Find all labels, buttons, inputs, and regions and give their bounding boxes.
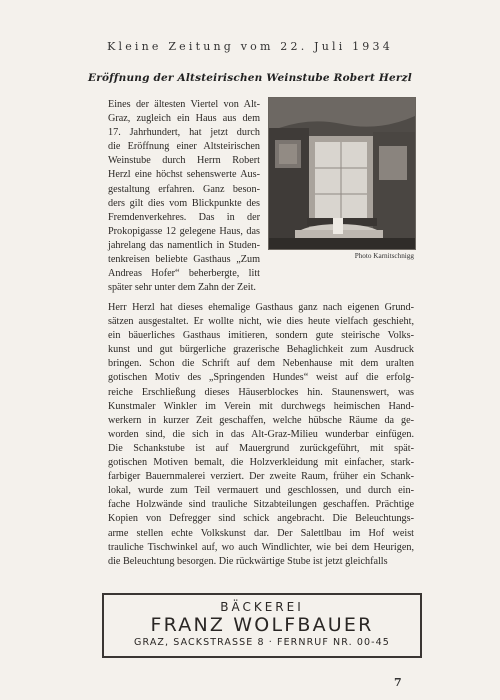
body-text-line: Kunstmaler Winkler im Verein mit durchwegs heimischen Hand- [108, 400, 414, 412]
body-text-line: lokal, wurde zum Teil vermauert und geschlossen, und durch ein- [108, 485, 414, 497]
intro-text-line: Herzl eine höchst sehenswerte Aus- [108, 169, 260, 181]
body-text-line: reiche Erschließung dieses Häuserblockes hin. Staunenswert, was [108, 386, 414, 398]
body-text-line: Kopien von Defregger sind schick angebracht. Die Beleuchtungs- [108, 513, 414, 525]
body-text-line: farbiger Bauernmalerei verziert. Der zweite Raum, früher ein Schank- [108, 471, 414, 483]
body-text-line: bringen. Schon die Schrift auf dem Nebenhause mit dem uralten [108, 358, 414, 370]
intro-text-line: tenkreisen beliebte Gasthaus „Zum [108, 254, 260, 266]
intro-text-line: ders gilt dies vom Blickpunkte des [108, 197, 260, 209]
intro-text-line: später sehr unter dem Zahn der Zeit. [108, 282, 256, 294]
article-body-column [108, 301, 414, 569]
photo-interior-illustration [269, 98, 415, 249]
article-intro-column [108, 98, 260, 295]
body-text-line: arme stellen echte Volkskunst dar. Der Salettlbau im Hof weist [108, 527, 414, 539]
body-text-line: fache Holzwände sind trauliche Sitzabteilungen geschaffen. Prächtige [108, 499, 414, 511]
intro-text-line: Fremdenverkehres. Das in der [108, 211, 260, 223]
ad-business-type: BÄCKEREI [220, 600, 304, 614]
body-text-line: gotischen Motiven bemalt, die Holzverkleidung mit einfacher, stark- [108, 457, 414, 469]
intro-text-line: Graz, zugleich ein Haus aus dem [108, 113, 260, 125]
body-text-line: worden sind, die sich in das Alt-Graz-Milieu wunderbar einfügen. [108, 428, 414, 440]
bakery-advertisement [102, 593, 422, 658]
body-text-line: Herr Herzl hat dieses ehemalige Gasthaus ganz nach eigenen Grund- [108, 302, 414, 313]
intro-text-line: gestaltung erfahren. Ganz beson- [108, 183, 260, 195]
intro-text-line: Eines der ältesten Viertel von Alt- [108, 99, 260, 110]
intro-text-line: jahrelang das namentlich in Studen- [108, 239, 260, 251]
article-body-paragraph [108, 301, 414, 569]
intro-text-line: Andreas Hofer“ beherbergte, litt [108, 268, 260, 280]
body-text-line: kunst und gut bürgerliche grazerische Behaglichkeit zum Ausdruck [108, 344, 414, 356]
intro-text-line: die Eröffnung einer Altsteirischen [108, 141, 260, 153]
masthead-line: Kleine Zeitung vom 22. Juli 1934 [107, 40, 393, 53]
body-text-line: ein bäuerliches Gasthaus imitieren, sondern gute steirische Volks- [108, 330, 414, 342]
ad-business-name: FRANZ WOLFBAUER [150, 614, 374, 636]
article-photo [268, 97, 416, 250]
intro-text-line: 17. Jahrhundert, hat jetzt durch [108, 127, 260, 139]
body-text-line: Die Schankstube ist auf Mauergrund zurückgeführt, mit spät- [108, 442, 414, 454]
body-text-line: sätzen ausgestaltet. Er wollte nicht, wie dies heute vielfach geschieht, [108, 316, 414, 328]
body-text-line: trauliche Tischwinkel auf, wo auch Windlichter, wie bei dem Heurigen, [108, 541, 414, 553]
ad-address-phone: GRAZ, SACKSTRASSE 8 · FERNRUF NR. 00-45 [134, 637, 390, 648]
body-text-line: gotischen Motiv des „Springenden Hundes“ weist auf die erfolg- [108, 372, 414, 384]
photo-credit: Photo Karnitschnigg [354, 252, 414, 260]
intro-text-line: Weinstube durch Herrn Robert [108, 155, 260, 167]
body-text-line: werkern in kurzer Zeit geschaffen, welche hübsche Räume da ge- [108, 414, 414, 426]
intro-text-line: Prokopigasse 12 gelegene Haus, das [108, 225, 260, 237]
article-intro-paragraph [108, 98, 260, 295]
body-text-line: die Beleuchtung besorgen. Die rückwärtige Stube ist jetzt gleichfalls [108, 555, 388, 567]
article-headline: Eröffnung der Altsteirischen Weinstube Robert Herzl [88, 72, 412, 84]
page-number: 7 [394, 676, 402, 689]
